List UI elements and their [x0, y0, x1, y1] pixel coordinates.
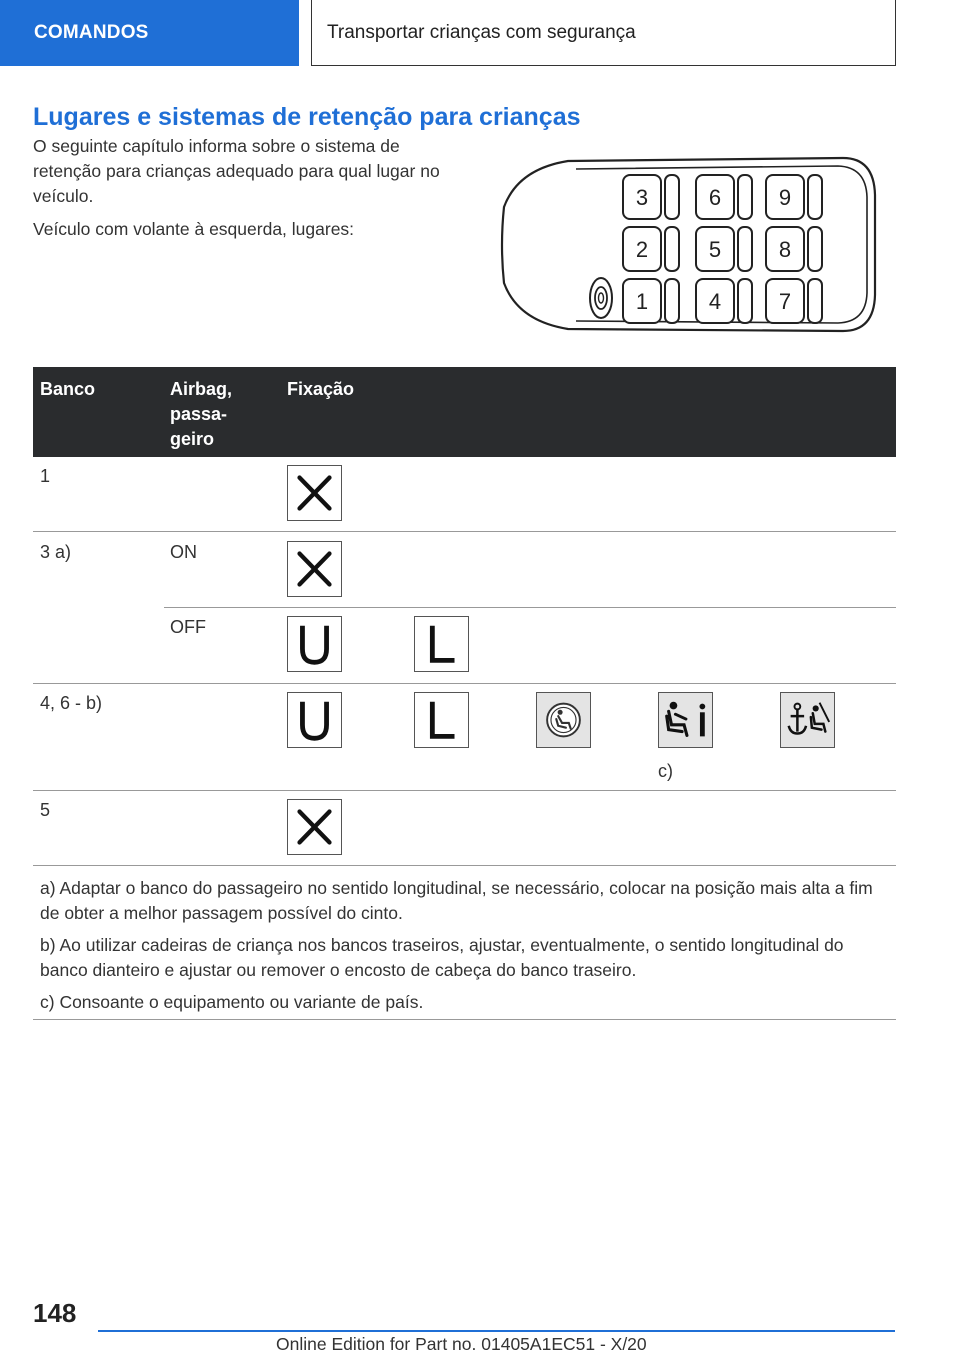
seat-number: 2 [635, 237, 649, 262]
table-header [33, 367, 896, 457]
seat-number: 7 [778, 289, 792, 314]
steering-wheel-icon [590, 278, 612, 318]
seat-9 [766, 175, 822, 219]
seat-number: 4 [708, 289, 722, 314]
row-4-icon-note: c) [658, 761, 673, 781]
seat-6 [696, 175, 752, 219]
footnotes [40, 876, 890, 1015]
column-header-airbag: Airbag, passa-geiro [170, 379, 233, 449]
isofix-anchor-icon [780, 692, 835, 748]
row-3-airbag: OFF [170, 617, 206, 637]
row-divider [33, 531, 896, 532]
intro-text [33, 134, 463, 242]
table-bottom-border [33, 1019, 896, 1020]
section-tab [0, 0, 299, 66]
seat-number: 9 [778, 185, 792, 210]
semi-universal-l-icon [414, 692, 469, 748]
seat-layout-diagram [498, 155, 880, 335]
row-2-seat: 3 a) [40, 542, 72, 562]
row-divider [164, 607, 896, 608]
row-5-seat: 5 [40, 800, 51, 820]
footnote-c: c) Consoante o equipamento ou variante de país. [40, 992, 424, 1012]
chapter-title: Transportar crianças com segurança [327, 21, 636, 43]
seat-number: 6 [708, 185, 722, 210]
x-mark-icon [287, 465, 342, 521]
row-4-seat: 4, 6 - b) [40, 693, 103, 713]
seat-8 [766, 227, 822, 271]
seat-number: 1 [635, 289, 649, 314]
footnote-a: a) Adaptar o banco do passageiro no sentido longitudinal, se necessário, colocar na posição mais alta a fim de obter a melhor passagem possível do cinto. [40, 878, 873, 923]
i-size-booster-icon [658, 692, 713, 748]
semi-universal-l-icon [414, 616, 469, 672]
i-size-seat-icon [536, 692, 591, 748]
section-label: COMANDOS [34, 22, 149, 43]
row-divider [33, 683, 896, 684]
seat-1 [623, 279, 679, 323]
row-divider [33, 865, 896, 866]
intro-paragraph-2: Veículo com volante à esquerda, lugares: [33, 219, 355, 239]
column-header-fixation: Fixação [287, 379, 355, 399]
x-mark-icon [287, 799, 342, 855]
seat-5 [696, 227, 752, 271]
seat-number: 8 [778, 237, 792, 262]
page-heading: Lugares e sistemas de retenção para crianças [33, 103, 581, 131]
seat-number: 3 [635, 185, 649, 210]
row-1-seat: 1 [40, 466, 51, 486]
row-divider [33, 790, 896, 791]
seat-7 [766, 279, 822, 323]
universal-u-icon [287, 692, 342, 748]
row-2-airbag: ON [170, 542, 197, 562]
intro-paragraph-1: O seguinte capítulo informa sobre o sistema de retenção para crianças adequado para qual lugar no veículo. [33, 136, 440, 206]
seat-4 [696, 279, 752, 323]
page-number: 148 [33, 1298, 77, 1328]
seat-number: 5 [708, 237, 722, 262]
footer-edition: Online Edition for Part no. 01405A1EC51 - X/20 [276, 1334, 647, 1354]
seat-2 [623, 227, 679, 271]
x-mark-icon [287, 541, 342, 597]
seat-3 [623, 175, 679, 219]
column-header-seat: Banco [40, 379, 96, 399]
footnote-b: b) Ao utilizar cadeiras de criança nos bancos traseiros, ajustar, eventualmente, o sentido longitudinal do banco dianteiro e ajustar ou remover o encosto de cabeça do banco traseiro. [40, 935, 844, 980]
universal-u-icon [287, 616, 342, 672]
footer-rule [98, 1330, 895, 1332]
chapter-title-box [311, 0, 896, 66]
seat-grid [623, 175, 822, 323]
